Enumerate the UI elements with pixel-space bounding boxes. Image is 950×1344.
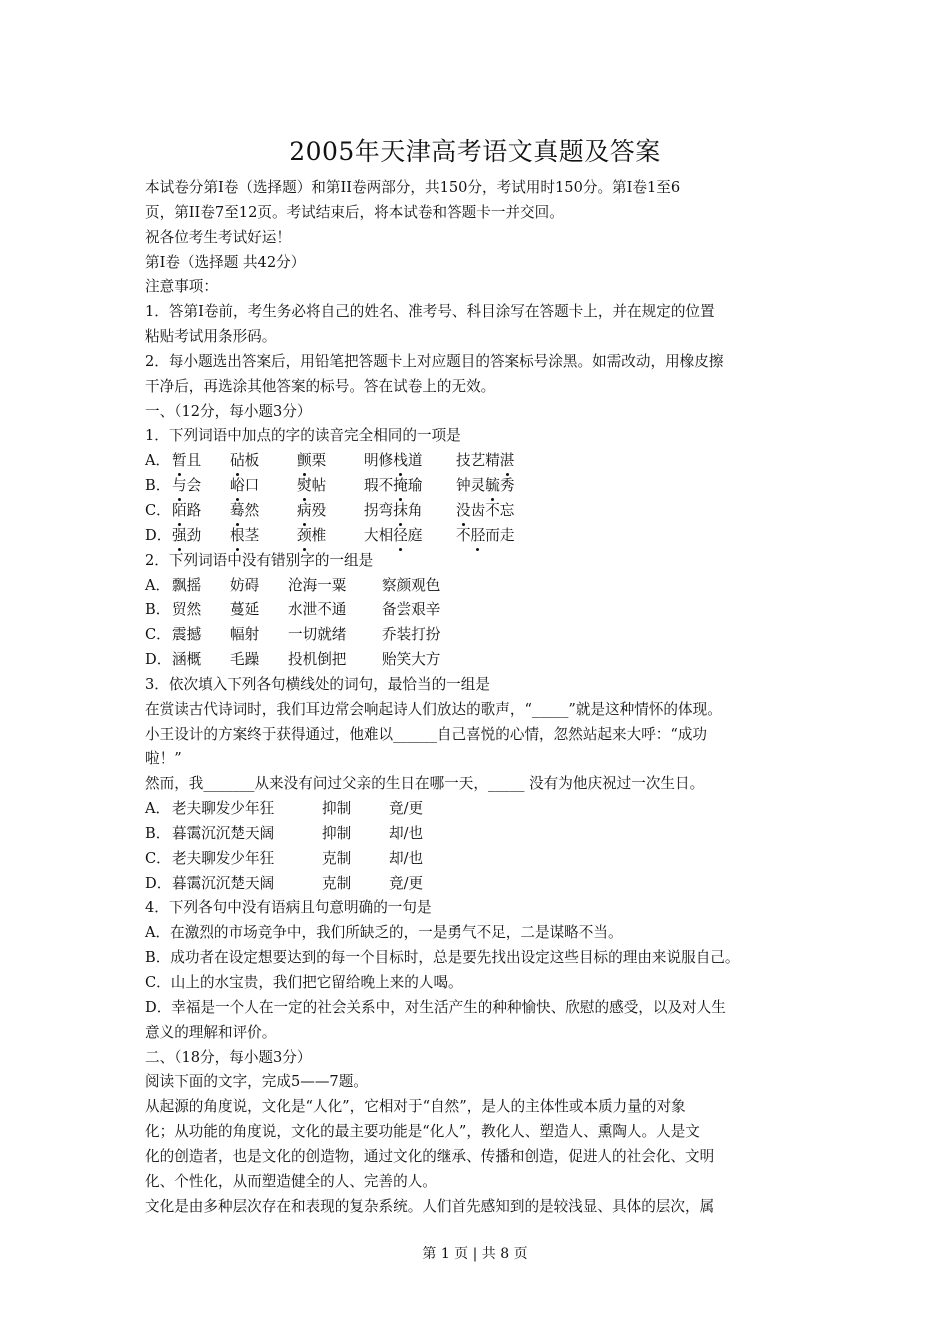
text-line: 页，第II卷7至12页。考试结束后，将本试卷和答题卡一并交回。 (145, 203, 564, 221)
question-2: 2．下列词语中没有错别字的一组是 (145, 551, 374, 569)
option-item (456, 499, 576, 524)
section-heading: 二、（18分，每小题3分） (145, 1048, 312, 1066)
option-row (145, 623, 835, 648)
dotted-char: 抹 (393, 499, 408, 524)
text-line: 化；从功能的角度说，文化的最主要功能是“化人”，教化人、塑造人、熏陶人。人是文 (145, 1123, 700, 1141)
option-label: A． (145, 452, 171, 470)
option-line: D．幸福是一个人在一定的社会关系中，对生活产生的种种愉快、欣慰的感受，以及对人生 (145, 998, 726, 1016)
option-item (456, 524, 576, 549)
text-line: 化、个性化，从而塑造健全的人、完善的人。 (145, 1172, 437, 1190)
option-item: 沧海一粟 (288, 576, 347, 594)
option-row (145, 499, 835, 524)
option-label: A． (145, 800, 171, 818)
option-item: 涵概 (172, 651, 202, 669)
option-item (456, 449, 576, 474)
question-1: 1．下列词语中加点的字的读音完全相同的一项是 (145, 427, 461, 445)
word-part: 明修 (364, 452, 394, 470)
word-part: 板 (244, 452, 260, 470)
section-heading: 第Ⅰ卷（选择题 共42分） (145, 253, 306, 271)
text-line: 干净后，再选涂其他答案的标号。答在试卷上的无效。 (145, 377, 496, 395)
word-part: 栗 (311, 452, 327, 470)
word-part: 会 (186, 477, 202, 495)
option-item: 抑制 (322, 800, 352, 818)
option-label: B． (145, 477, 171, 495)
word-part: 庭 (407, 526, 423, 544)
option-item (230, 449, 297, 474)
exam-body (145, 176, 835, 1219)
text-line: 在赏读古代诗词时，我们耳边常会响起诗人们放达的歌声，“_____”就是这种情怀的体现。 (145, 700, 722, 718)
word-part: 角 (407, 501, 423, 519)
option-item: 乔装打扮 (382, 626, 441, 644)
dotted-char: 暂 (172, 449, 187, 474)
option-item (172, 449, 230, 474)
text-line: 注意事项： (145, 278, 218, 296)
word-part: 茎 (244, 526, 260, 544)
dotted-char: 与 (172, 474, 187, 499)
word-part: 道 (407, 452, 423, 470)
option-label: C． (145, 626, 171, 644)
dotted-char: 强 (172, 524, 187, 549)
word-part: 齿不忘 (470, 501, 515, 519)
text-line: 本试卷分第Ⅰ卷（选择题）和第II卷两部分，共150分，考试用时150分。第Ⅰ卷1至6 (145, 179, 681, 196)
option-item (364, 499, 456, 524)
option-item: 备尝艰辛 (382, 601, 441, 619)
option-item (230, 499, 297, 524)
text-line: 祝各位考生考试好运！ (145, 228, 291, 246)
dotted-char: 陌 (172, 499, 187, 524)
option-item: 毛躁 (230, 651, 260, 669)
option-item: 震撼 (172, 626, 202, 644)
word-part: 口 (244, 477, 260, 495)
text-line: 阅读下面的文字，完成5——7题。 (145, 1073, 368, 1091)
option-item: 投机倒把 (288, 651, 347, 669)
option-item (172, 499, 230, 524)
option-item (230, 524, 297, 549)
text-line: 啦！” (145, 750, 182, 768)
option-item: 妨碍 (230, 576, 260, 594)
option-item (364, 524, 456, 549)
text-line: 化的创造者，也是文化的创造物，通过文化的继承、传播和创造，促进人的社会化、文明 (145, 1147, 715, 1165)
word-part: 秀 (499, 477, 515, 495)
option-label: D． (145, 651, 172, 669)
word-part: 劲 (186, 526, 202, 544)
dotted-char: 毓 (485, 474, 500, 499)
text-line: 1．答第Ⅰ卷前，考生务必将自己的姓名、准考号、科目涂写在答题卡上，并在规定的位置 (145, 303, 715, 321)
option-item: 一切就绪 (288, 626, 347, 644)
option-row (145, 524, 835, 549)
dotted-char: 胫 (471, 524, 486, 549)
question-3-options (145, 797, 835, 896)
dotted-char: 颤 (297, 449, 312, 474)
word-part: 瑜 (407, 477, 423, 495)
word-part: 拐弯 (364, 501, 394, 519)
option-label: D． (145, 526, 172, 544)
question-2-options (145, 574, 835, 673)
section-heading: 一、（12分，每小题3分） (145, 402, 312, 420)
option-item (364, 474, 456, 499)
text-line: 从起源的角度说，文化是“人化”，它相对于“自然”，是人的主体性或本质力量的对象 (145, 1098, 686, 1116)
option-row (145, 797, 835, 822)
dotted-char: 砧 (230, 449, 245, 474)
word-part: 椎 (311, 526, 327, 544)
dotted-char: 根 (230, 524, 245, 549)
option-item (297, 449, 364, 474)
dotted-char: 蓦 (230, 499, 245, 524)
dotted-char: 栈 (393, 449, 408, 474)
dotted-char: 湛 (500, 449, 515, 474)
option-item: 竟/更 (389, 800, 424, 818)
word-part: 路 (186, 501, 202, 519)
word-part: 殁 (311, 501, 327, 519)
option-label: A． (145, 576, 171, 594)
text-line: 粘贴考试用条形码。 (145, 328, 277, 346)
page-title: 2005年天津高考语文真题及答案 (289, 137, 661, 166)
option-label: B． (145, 824, 171, 842)
option-item: 老夫聊发少年狂 (172, 800, 275, 818)
option-item: 抑制 (322, 824, 352, 842)
option-item: 蔓延 (230, 601, 260, 619)
word-part: 然 (244, 501, 260, 519)
question-4: 4．下列各句中没有语病且句意明确的一句是 (145, 899, 432, 917)
option-item: 老夫聊发少年狂 (172, 849, 275, 867)
option-item: 飘摇 (172, 576, 202, 594)
option-row (145, 474, 835, 499)
option-line: A．在激烈的市场竞争中，我们所缺乏的，一是勇气不足，二是谋略不当。 (145, 924, 623, 942)
option-item (230, 474, 297, 499)
option-item: 暮霭沉沉楚天阔 (172, 874, 275, 892)
option-item: 克制 (322, 849, 352, 867)
text-line: 小王设计的方案终于获得通过，他难以______自己喜悦的心情，忽然站起来大呼：“成功 (145, 725, 708, 743)
option-item (297, 524, 364, 549)
option-item (297, 499, 364, 524)
option-label: B． (145, 601, 171, 619)
dotted-char: 掩 (393, 474, 408, 499)
text-line: 2．每小题选出答案后，用铅笔把答题卡上对应题目的答案标号涂黑。如需改动，用橡皮擦 (145, 352, 724, 370)
option-item: 却/也 (389, 824, 424, 842)
dotted-char: 径 (393, 524, 408, 549)
question-3: 3．依次填入下列各句横线处的词句，最恰当的一组是 (145, 675, 490, 693)
option-line: B．成功者在设定想要达到的每一个目标时，总是要先找出设定这些目标的理由来说服自己。 (145, 949, 740, 967)
dotted-char: 没 (456, 499, 471, 524)
option-item: 暮霭沉沉楚天阔 (172, 824, 275, 842)
dotted-char: 峪 (230, 474, 245, 499)
option-row (145, 449, 835, 474)
option-item: 竟/更 (389, 874, 424, 892)
text-line: 然而，我_______从来没有问过父亲的生日在哪一天，_____ 没有为他庆祝过一次生日。 (145, 775, 705, 793)
word-part: 而走 (485, 526, 515, 544)
page-footer: 第 1 页 | 共 8 页 (422, 1246, 528, 1262)
word-part: 不 (456, 526, 471, 544)
option-item: 克制 (322, 874, 352, 892)
dotted-char: 熨 (297, 474, 312, 499)
word-part: 帖 (311, 477, 327, 495)
word-part: 且 (186, 452, 202, 470)
word-part: 技艺精 (456, 452, 500, 470)
option-label: C． (145, 849, 171, 867)
option-row (145, 822, 835, 847)
option-line: C．山上的水宝贵，我们把它留给晚上来的人喝。 (145, 974, 463, 991)
text-line: 文化是由多种层次存在和表现的复杂系统。人们首先感知到的是较浅显、具体的层次，属 (145, 1197, 715, 1215)
dotted-char: 颈 (297, 524, 312, 549)
option-item: 察颜观色 (382, 576, 441, 594)
option-item (364, 449, 456, 474)
option-row (145, 598, 835, 623)
option-item: 却/也 (389, 849, 424, 867)
option-row (145, 847, 835, 872)
option-item (172, 474, 230, 499)
word-part: 钟灵 (456, 477, 486, 495)
option-label: D． (145, 874, 172, 892)
question-1-options (145, 449, 835, 548)
dotted-char: 病 (297, 499, 312, 524)
option-item (297, 474, 364, 499)
option-item: 水泄不通 (288, 601, 347, 619)
option-row (145, 648, 835, 673)
word-part: 大相 (364, 526, 394, 544)
option-item: 贻笑大方 (382, 651, 441, 669)
option-item (172, 524, 230, 549)
option-label: C． (145, 501, 171, 519)
option-item: 贸然 (172, 601, 202, 619)
word-part: 瑕不 (364, 477, 394, 495)
option-item (456, 474, 576, 499)
option-item: 幅射 (230, 626, 260, 644)
text-line: 意义的理解和评价。 (145, 1023, 277, 1041)
option-row (145, 872, 835, 897)
option-row (145, 574, 835, 599)
